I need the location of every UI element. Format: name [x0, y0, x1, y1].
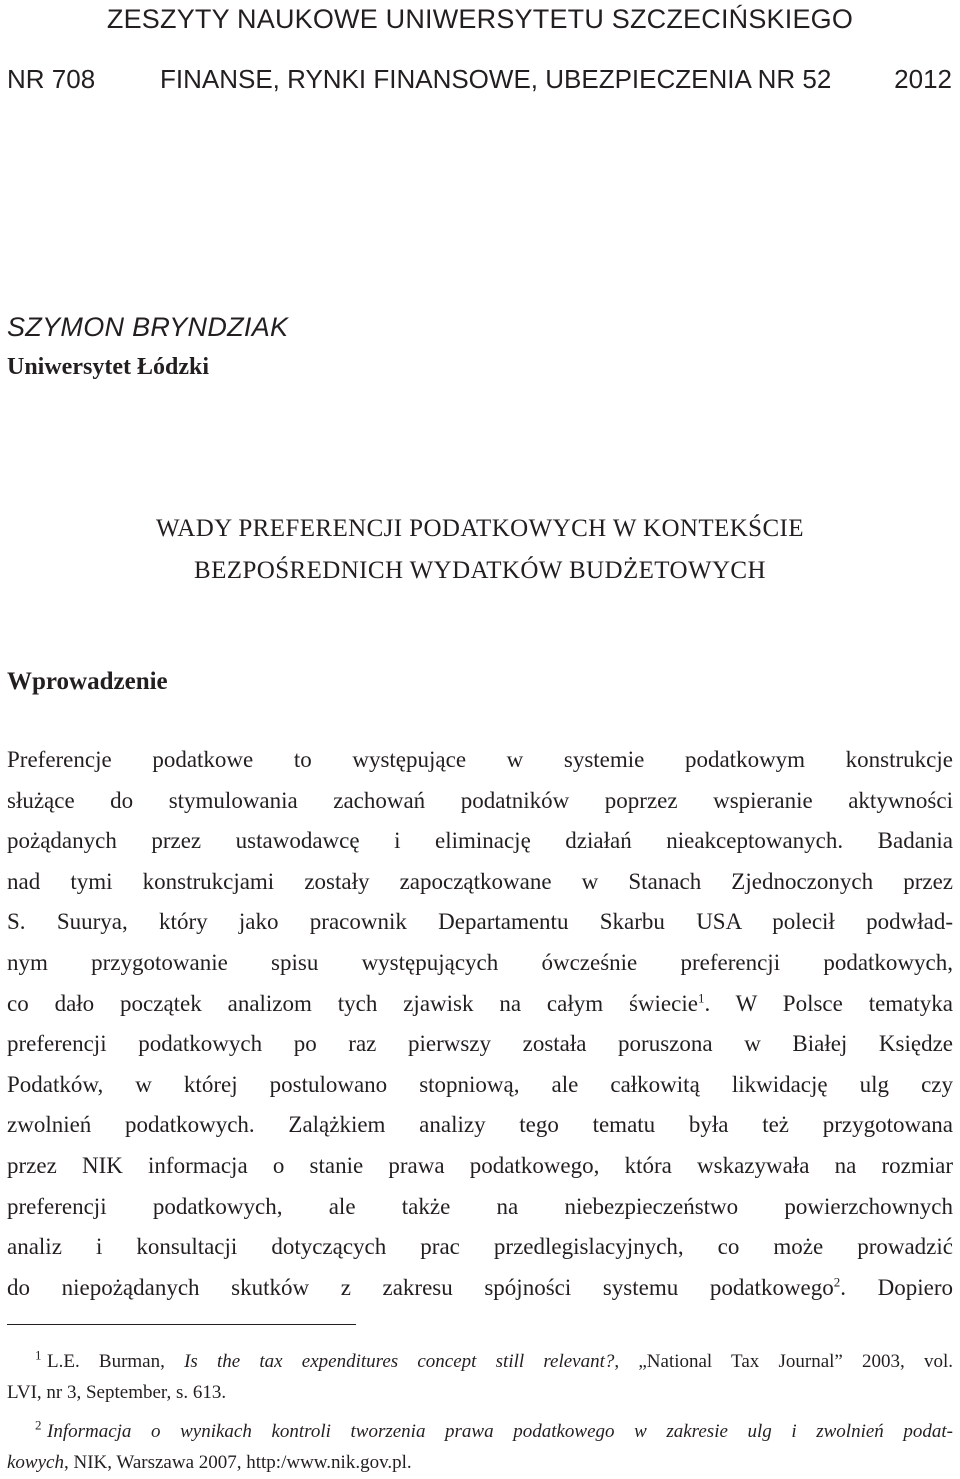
body-line: nad tymi konstrukcjami zostały zapoczątkowane w Stanach Zjednoczonych przez — [7, 868, 953, 894]
series-name: FINANSE, RYNKI FINANSOWE, UBEZPIECZENIA NR 52 — [160, 64, 832, 94]
footnote-cited-title: Is the tax expenditures concept still relevant? — [184, 1351, 615, 1372]
footnote-ref-2: 2 — [833, 1274, 841, 1290]
section-heading: Wprowadzenie — [7, 668, 168, 695]
footnote-2 — [7, 1416, 953, 1478]
footnote-text: , NIK, Warszawa 2007, http:/www.nik.gov.pl. — [63, 1452, 412, 1473]
issue-line — [7, 64, 952, 96]
article-title-line-2: BEZPOŚREDNICH WYDATKÓW BUDŻETOWYCH — [194, 557, 766, 584]
body-text: . W Polsce tematyka — [704, 990, 953, 1016]
footnote-line: LVI, nr 3, September, s. 613. — [7, 1382, 227, 1403]
footnote-cited-title: kowych — [7, 1452, 64, 1473]
footnote-line — [7, 1346, 953, 1377]
footnote-divider — [7, 1324, 356, 1325]
footnote-ref-1: 1 — [697, 989, 705, 1005]
footnote-marker: 1 — [35, 1347, 42, 1363]
body-line: preferencji podatkowych, ale także na niebezpieczeństwo powierzchownych — [7, 1193, 953, 1219]
body-line: nym przygotowanie spisu występujących ówcześnie preferencji podatkowych, — [7, 949, 953, 975]
body-text: do niepożądanych skutków z zakresu spójności systemu podatkowego — [7, 1274, 834, 1300]
article-title — [0, 508, 960, 592]
body-line: Podatków, w której postulowano stopniową, ale całkowitą likwidację ulg czy — [7, 1071, 953, 1097]
body-line: służące do stymulowania zachowań podatników poprzez wspieranie aktywności — [7, 787, 953, 813]
issue-number: NR 708 — [7, 64, 96, 94]
footnote-text: L.E. Burman, — [47, 1351, 185, 1372]
footnote-line — [7, 1447, 953, 1478]
body-line: przez NIK informacja o stanie prawa podatkowego, która wskazywała na rozmiar — [7, 1152, 953, 1178]
footnote-1 — [7, 1346, 953, 1408]
footnote-cited-title: Informacja o wynikach kontroli tworzenia prawa podatkowego w zakresie ulg i zwolnień podat- — [47, 1421, 953, 1442]
body-line: Preferencje podatkowe to występujące w systemie podatkowym konstrukcje — [7, 747, 953, 772]
body-line: pożądanych przez ustawodawcę i eliminację działań nieakceptowanych. Badania — [7, 828, 953, 854]
body-line: S. Suurya, który jako pracownik Departamentu Skarbu USA polecił podwład- — [7, 909, 953, 935]
footnote-text: , „National Tax Journal” 2003, vol. — [614, 1351, 954, 1372]
body-paragraph — [7, 740, 953, 1308]
footnote-marker: 2 — [35, 1417, 42, 1433]
body-text: co dało początek analizom tych zjawisk na całym świecie — [7, 990, 698, 1016]
body-line: zwolnień podatkowych. Zalążkiem analizy tego tematu była też przygotowana — [7, 1112, 953, 1138]
footnote-line — [7, 1416, 953, 1447]
author-name: SZYMON BRYNDZIAK — [7, 312, 289, 342]
body-line — [7, 1268, 953, 1309]
author-affiliation: Uniwersytet Łódzki — [7, 354, 209, 380]
body-text: . Dopiero — [840, 1274, 953, 1300]
body-line: preferencji podatkowych po raz pierwszy została poruszona w Białej Księdze — [7, 1031, 953, 1057]
article-title-line-1: WADY PREFERENCJI PODATKOWYCH W KONTEKŚCIE — [156, 515, 804, 542]
body-line — [7, 984, 953, 1025]
body-line: analiz i konsultacji dotyczących prac przedlegislacyjnych, co może prowadzić — [7, 1234, 953, 1260]
journal-title: ZESZYTY NAUKOWE UNIWERSYTETU SZCZECIŃSKIEGO — [106, 4, 854, 34]
publication-year: 2012 — [894, 64, 952, 94]
